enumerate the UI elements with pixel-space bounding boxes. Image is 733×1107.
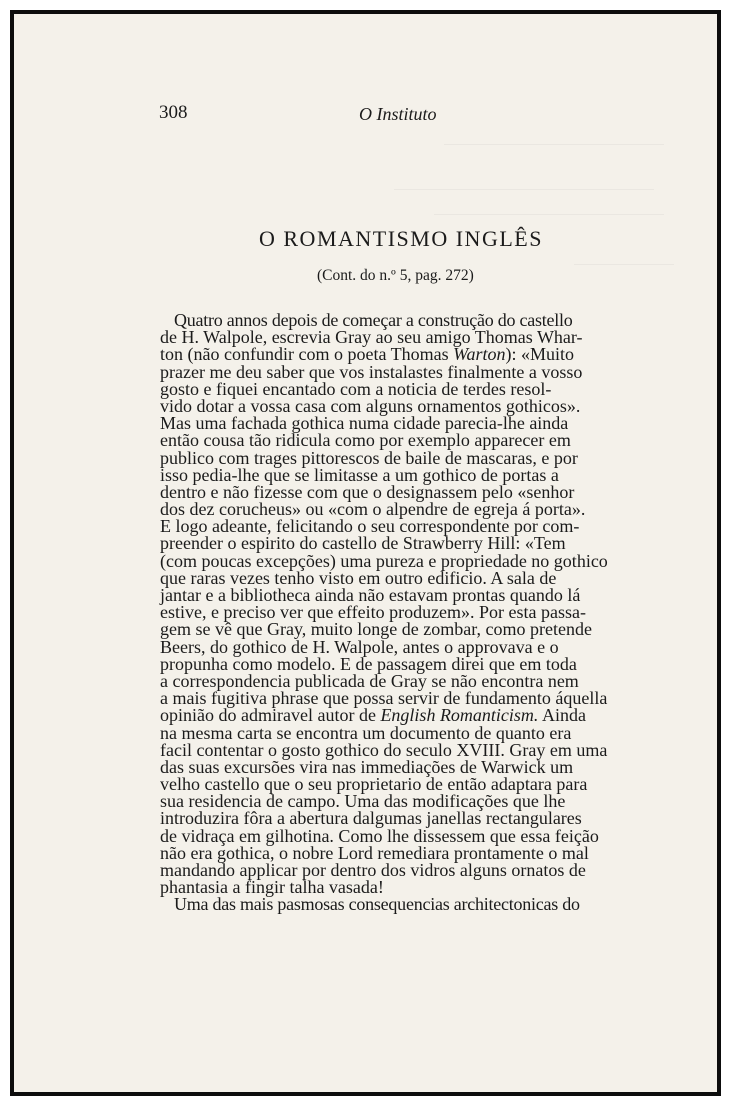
body-line: mandando applicar por dentro dos vidros alguns ornatos de <box>160 860 586 880</box>
body-line: dos dez corucheus» ou «com o alpendre de egreja á porta». <box>160 499 586 520</box>
body-line: gosto e fiquei encantado com a noticia de terdes resol- <box>160 378 552 399</box>
body-line: que raras vezes tenho visto em outro edificio. A sala de <box>160 567 557 588</box>
body-line: facil contentar o gosto gothico do seculo XVIII. Gray em uma <box>160 739 608 760</box>
body-line: não era gothica, o nobre Lord remediara prontamente o mal <box>160 842 589 863</box>
body-line: estive, e preciso ver que effeito produzem». Por esta passa- <box>160 602 587 623</box>
body-line: introduzira fôra a abertura dalgumas janellas rectangulares <box>160 808 582 829</box>
running-head: O Instituto <box>359 104 437 124</box>
body-line: preender o espirito do castello de Strawberry Hill: «Tem <box>160 533 566 554</box>
body-line: das suas excursões vira nas immediações de Warwick um <box>160 756 574 777</box>
body-line: Mas uma fachada gothica numa cidade parecia-lhe ainda <box>160 413 569 434</box>
body-line: prazer me deu saber que vos instalastes finalmente a vosso <box>160 361 583 382</box>
body-line: na mesma carta se encontra um documento de quanto era <box>160 722 572 743</box>
body-line: Uma das mais pasmosas consequencias architectonicas do <box>174 894 580 915</box>
body-line: Quatro annos depois de começar a construção do castello <box>174 310 573 330</box>
body-line: então cousa tão ridicula como por exemplo apparecer em <box>160 430 571 451</box>
continuation-note: (Cont. do n.º 5, pag. 272) <box>317 267 474 284</box>
body-line: jantar e a bibliotheca ainda não estavam prontas quando lá <box>160 585 581 605</box>
body-line: dentro e não fizesse com que o designassem pelo «senhor <box>160 481 575 502</box>
body-line: velho castello que o seu proprietario de então adaptara para <box>160 774 588 795</box>
body-line: gem se vê que Gray, muito longe de zombar, como pretende <box>160 619 592 640</box>
body-line: a mais fugitiva phrase que possa servir de fundamento áquella <box>160 688 608 709</box>
body-line: (com poucas excepções) uma pureza e propriedade no gothico <box>160 550 608 571</box>
bleed-through-mark <box>434 214 664 216</box>
bleed-through-mark <box>574 264 674 266</box>
body-line: a correspondencia publicada de Gray se não encontra nem <box>160 670 579 691</box>
bleed-through-mark <box>444 144 664 146</box>
body-line: Beers, do gothico de H. Walpole, antes o approvava e o <box>160 636 559 657</box>
paper-sheet <box>10 10 721 1096</box>
bleed-through-mark <box>394 189 654 191</box>
body-line: ton (não confundir com o poeta Thomas Warton): «Muito <box>160 344 574 365</box>
article-title: O ROMANTISMO INGLÊS <box>259 226 543 251</box>
body-line: phantasia a fingir talha vasada! <box>160 877 384 898</box>
body-line: de H. Walpole, escrevia Gray ao seu amigo Thomas Whar- <box>160 327 583 348</box>
page-number: 308 <box>159 102 188 123</box>
body-line: E logo adeante, felicitando o seu correspondente por com- <box>160 516 580 537</box>
body-line: vido dotar a vossa casa com alguns ornamentos gothicos». <box>160 395 581 416</box>
body-line: de vidraça em gilhotina. Como lhe dissessem que essa feição <box>160 825 599 846</box>
body-line: propunha como modelo. E de passagem direi que em toda <box>160 653 577 674</box>
body-line: sua residencia de campo. Uma das modificações que lhe <box>160 791 566 812</box>
body-text <box>160 312 623 914</box>
body-line: publico com trages pittorescos de baile de mascaras, e por <box>160 447 578 468</box>
body-line: opinião do admiravel autor de English Romanticism. Ainda <box>160 705 586 726</box>
body-line: isso pedia-lhe que se limitasse a um gothico de portas a <box>160 464 559 485</box>
